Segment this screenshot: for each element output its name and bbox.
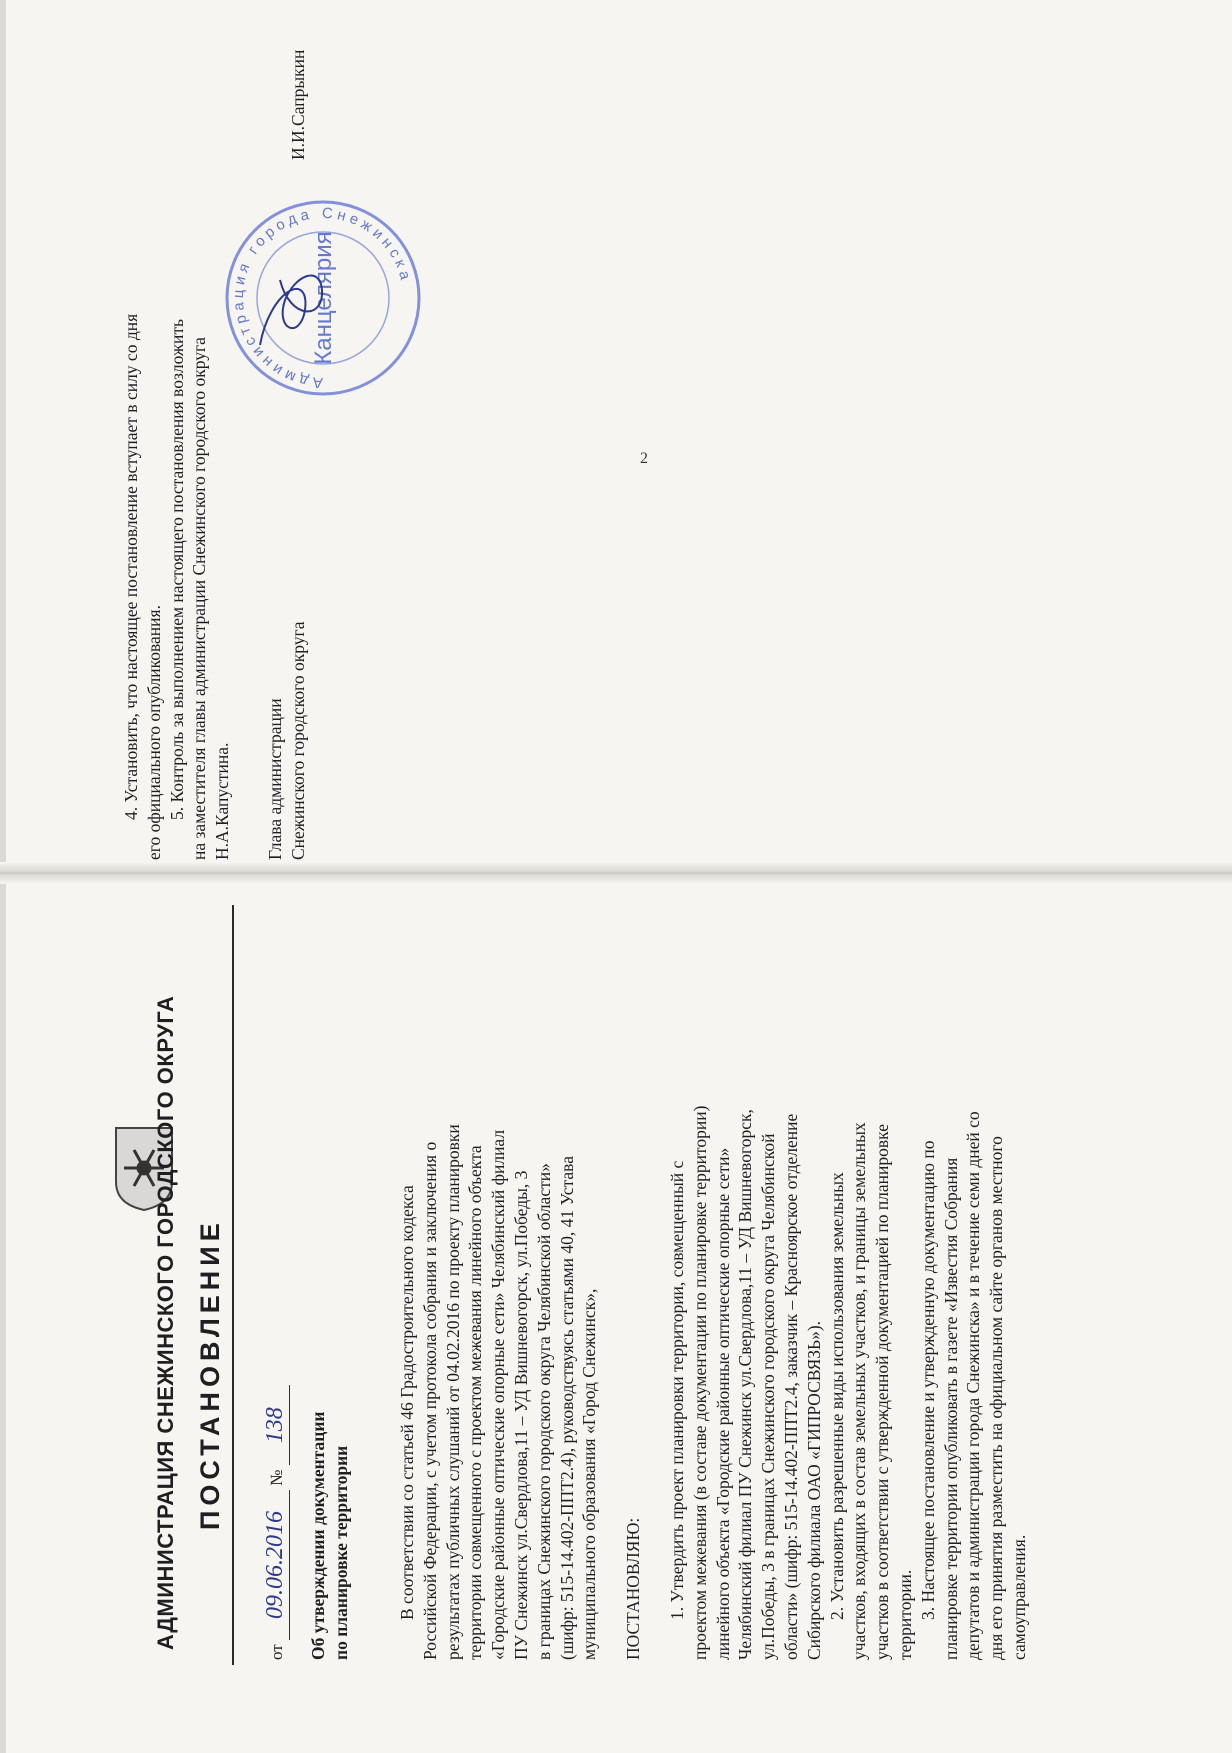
item-3-line: самоуправления. [1008, 1534, 1029, 1660]
preamble-line: В соответствии со статьей 46 Градостроительного кодекса [397, 1185, 417, 1620]
preamble-line: (шифр: 515-14.402-ППТ2.4), руководствуясь статьями 40, 41 Устава [556, 1156, 577, 1660]
item-1-line: области» (шифр: 515-14.402-ППТ2.4, заказчик – Красноярское отделение [780, 1113, 801, 1660]
date-prefix: от [267, 1644, 286, 1660]
item-1-line: Челябинский филиал ПУ Снежинск ул.Свердлова,11 – УД Вишневогорск, [735, 1109, 756, 1660]
paragraph-4-line-2: его официального опубликования. [143, 605, 164, 860]
preamble-line: Российской Федерации, с учетом протокола собрания и заключения о [419, 1141, 440, 1660]
document-type: ПОСТАНОВЛЕНИЕ [195, 1218, 225, 1530]
item-1-line: ул.Победы, 3 в границах Снежинского городского округа Челябинской [758, 1133, 779, 1660]
header-rule [232, 905, 234, 1665]
item-3-line: депутатов и администрации города Снежинска» и в течение семи дней со [963, 1111, 984, 1660]
signature-position [264, 622, 310, 860]
decree-items-block [666, 1106, 1031, 1661]
preamble-line: муниципального образования «Город Снежинск», [579, 1288, 600, 1660]
preamble-line: территории совмещенного с проектом межевания линейного объекта [465, 1145, 486, 1660]
preamble-line: «Городские районные оптические опорные сети» Челябинский филиал [488, 1129, 509, 1660]
stamp-center-text: Канцелярия [310, 231, 337, 365]
paragraph-5-line-3: Н.А.Капустина. [212, 742, 233, 860]
position-line-2: Снежинского городского округа [287, 621, 308, 860]
date-number-line [262, 1385, 290, 1660]
preamble-line: результатах публичных слушаний от 04.02.2016 по проекту планировки [442, 1124, 463, 1660]
paragraph-5-line-1: 5. Контроль за выполнением настоящего постановления возложить [166, 319, 187, 820]
handwritten-signature [250, 250, 330, 360]
item-1-line: линейного объекта «Городские районные оптические опорные сети» [712, 1147, 733, 1660]
paragraph-5-line-2: на заместителя главы администрации Снежинского городского округа [189, 337, 210, 860]
date-value: 09.06.2016 [262, 1490, 290, 1640]
item-2-line: участков, входящих в состав земельных участков, и границы земельных [849, 1122, 870, 1660]
page-fold-line [0, 862, 1232, 884]
stamp-outer-text: Администрация города Снежинска [229, 204, 415, 392]
preamble-line: в границах Снежинского городского округа Челябинской области» [533, 1163, 554, 1660]
number-prefix: № [267, 1469, 286, 1486]
item-3-line: дня его принятия разместить на официальном сайте органов местного [986, 1136, 1007, 1660]
issuer-header: АДМИНИСТРАЦИЯ СНЕЖИНСКОГО ГОРОДСКОГО ОКРУГА [153, 995, 178, 1650]
paragraph-4-line-1: 4. Установить, что настоящее постановление вступает в силу со дня [121, 313, 141, 820]
item-1-line: 1. Утвердить проект планировки территории, совмещенный с [667, 1160, 687, 1620]
decree-word: ПОСТАНОВЛЯЮ: [623, 1517, 643, 1660]
item-3-line: 3. Настоящее постановление и утвержденную документацию по [917, 1140, 938, 1620]
item-2-line: участков в соответствии с утвержденной документацией по планировке [872, 1123, 893, 1660]
preamble-line: ПУ Снежинск ул.Свердлова,11 – УД Вишневогорск, ул.Победы, 3 [510, 1170, 531, 1660]
preamble-block [396, 1124, 601, 1660]
subject-line-2: по планировке территории [330, 1445, 351, 1660]
subject-block [307, 1411, 353, 1660]
item-1-line: проектом межевания (в составе документации по планировке территории) [689, 1105, 710, 1660]
page2-text-block [120, 314, 234, 860]
position-line-1: Глава администрации [265, 698, 285, 860]
subject-line-1: Об утверждении документации [308, 1411, 328, 1660]
item-2-line: территории. [894, 1569, 915, 1660]
number-value: 138 [262, 1385, 290, 1465]
signatory-name: И.И.Сапрыкин [288, 49, 308, 160]
page-number: 2 [640, 450, 648, 467]
item-1-line: Сибирского филиала ОАО «ГИПРОСВЯЗЬ»). [803, 1320, 824, 1660]
item-2-line: 2. Установить разрешенные виды использования земельных [826, 1172, 847, 1620]
item-3-line: планировке территории опубликовать в газете «Известия Собрания [940, 1157, 961, 1660]
